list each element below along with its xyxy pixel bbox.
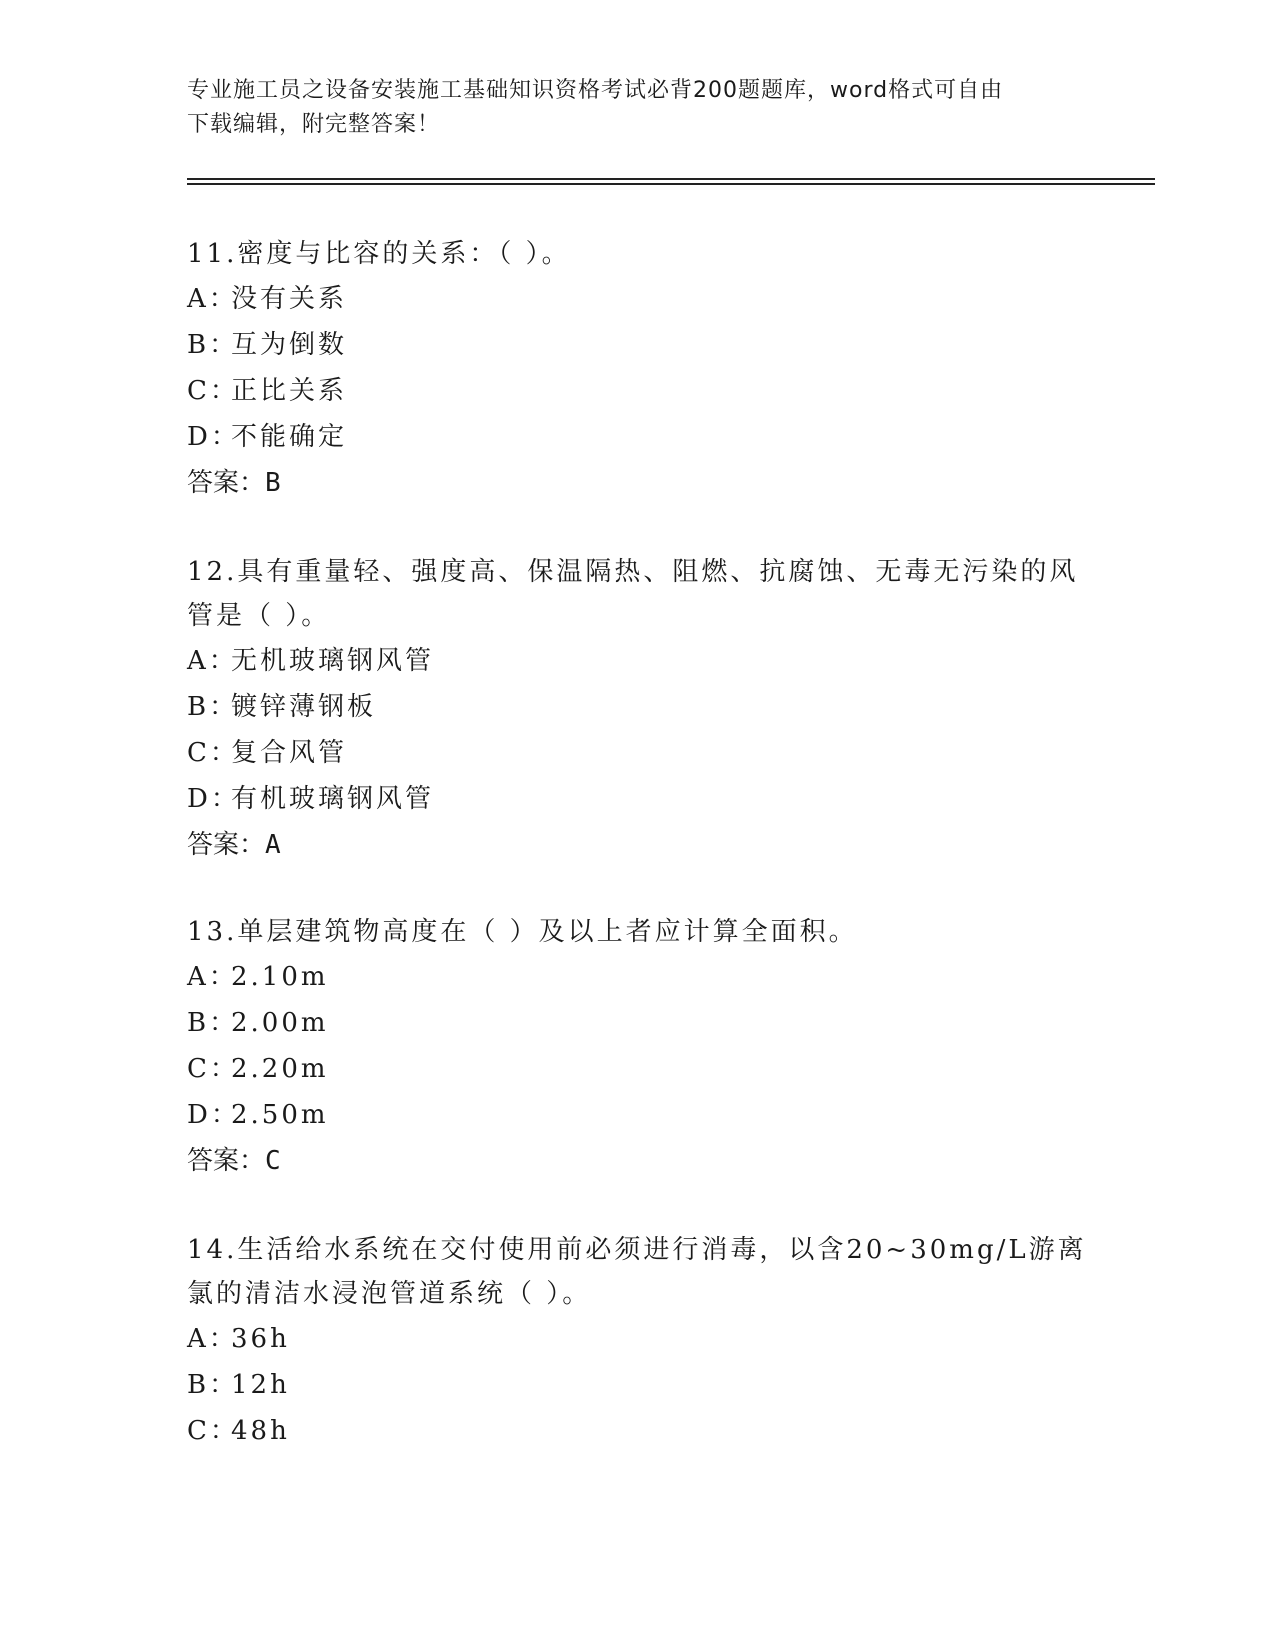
option-d xyxy=(187,1092,1087,1138)
answer-value: B xyxy=(265,468,281,498)
option-letter: C： xyxy=(187,376,239,406)
option-text: 互为倒数 xyxy=(231,330,348,360)
answer-line xyxy=(187,822,1087,868)
answer-value: C xyxy=(265,1146,281,1176)
option-letter: A： xyxy=(187,284,238,314)
option-a xyxy=(187,276,1087,322)
option-text: 2.10m xyxy=(231,962,329,992)
option-text: 正比关系 xyxy=(231,376,348,406)
header-rule-bottom xyxy=(187,183,1155,185)
question-block xyxy=(187,910,1087,1184)
option-text: 镀锌薄钢板 xyxy=(231,692,377,722)
document-header xyxy=(187,74,1087,142)
header-rule-top xyxy=(187,178,1155,180)
option-letter: C： xyxy=(187,1416,239,1446)
question-block xyxy=(187,550,1087,868)
option-text: 无机玻璃钢风管 xyxy=(231,646,435,676)
option-letter: D： xyxy=(187,1100,240,1130)
option-c xyxy=(187,1408,1087,1454)
question-stem: 13.单层建筑物高度在（ ）及以上者应计算全面积。 xyxy=(187,917,858,947)
option-letter: B： xyxy=(187,330,239,360)
option-text: 2.00m xyxy=(231,1008,329,1038)
option-b xyxy=(187,1362,1087,1408)
option-letter: B： xyxy=(187,1370,239,1400)
option-text: 2.20m xyxy=(231,1054,329,1084)
answer-value: A xyxy=(265,830,281,860)
option-letter: D： xyxy=(187,784,240,814)
header-line-2: 下载编辑，附完整答案！ xyxy=(187,112,441,137)
option-text: 36h xyxy=(231,1324,290,1354)
option-letter: A： xyxy=(187,962,238,992)
header-line-1: 专业施工员之设备安装施工基础知识资格考试必背200题题库，word格式可自由 xyxy=(187,78,1004,103)
answer-line xyxy=(187,460,1087,506)
option-a xyxy=(187,638,1087,684)
option-letter: D： xyxy=(187,422,240,452)
answer-label: 答案： xyxy=(187,468,266,498)
option-text: 不能确定 xyxy=(231,422,348,452)
question-stem: 11.密度与比容的关系：（ ）。 xyxy=(187,239,571,269)
answer-line xyxy=(187,1138,1087,1184)
question-stem: 14.生活给水系统在交付使用前必须进行消毒，以含20~30mg/L游离氯的清洁水浸泡管道系统（ ）。 xyxy=(187,1235,1087,1309)
option-letter: C： xyxy=(187,1054,239,1084)
question-block xyxy=(187,1228,1087,1454)
option-c xyxy=(187,1046,1087,1092)
option-text: 有机玻璃钢风管 xyxy=(231,784,435,814)
answer-label: 答案： xyxy=(187,830,266,860)
option-text: 没有关系 xyxy=(231,284,348,314)
option-letter: B： xyxy=(187,692,239,722)
option-text: 48h xyxy=(231,1416,290,1446)
option-letter: B： xyxy=(187,1008,239,1038)
question-stem: 12.具有重量轻、强度高、保温隔热、阻燃、抗腐蚀、无毒无污染的风管是（ ）。 xyxy=(187,557,1079,631)
option-c xyxy=(187,368,1087,414)
option-text: 12h xyxy=(231,1370,290,1400)
option-b xyxy=(187,1000,1087,1046)
option-a xyxy=(187,1316,1087,1362)
option-b xyxy=(187,684,1087,730)
option-b xyxy=(187,322,1087,368)
option-d xyxy=(187,414,1087,460)
option-letter: C： xyxy=(187,738,239,768)
answer-label: 答案： xyxy=(187,1146,266,1176)
option-c xyxy=(187,730,1087,776)
option-text: 复合风管 xyxy=(231,738,348,768)
option-a xyxy=(187,954,1087,1000)
option-letter: A： xyxy=(187,646,238,676)
question-block xyxy=(187,232,1087,506)
option-d xyxy=(187,776,1087,822)
option-text: 2.50m xyxy=(231,1100,329,1130)
option-letter: A： xyxy=(187,1324,238,1354)
